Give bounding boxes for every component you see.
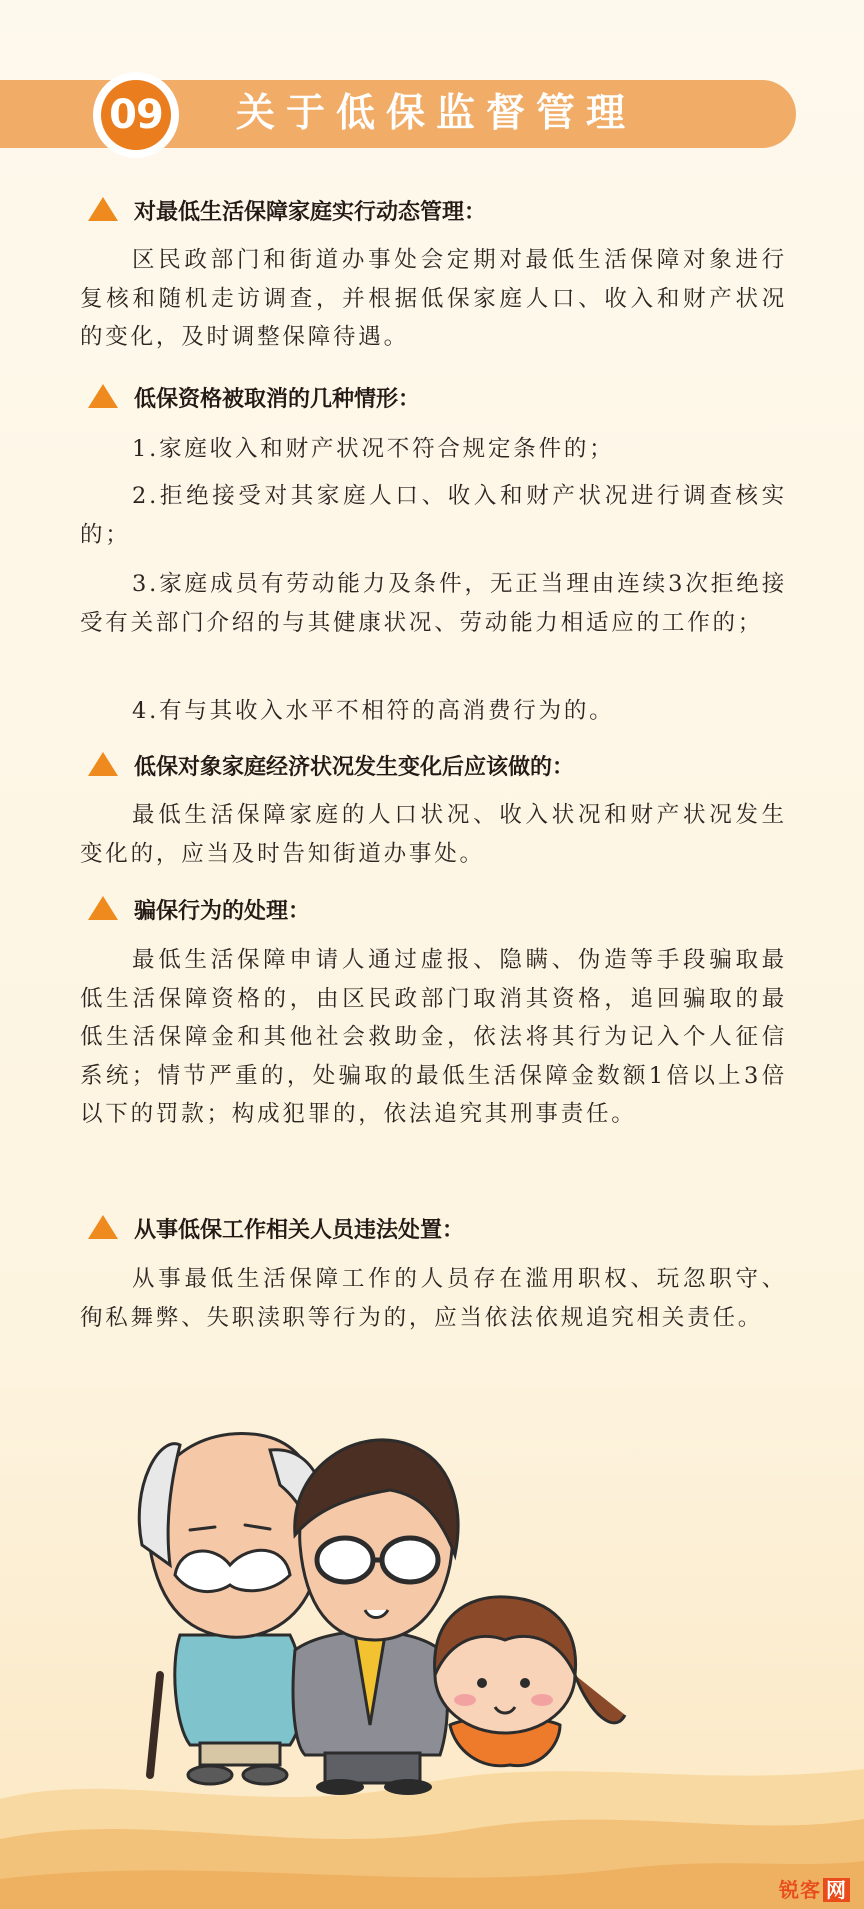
section-2-title: 低保资格被取消的几种情形： (134, 387, 421, 412)
section-2-heading (88, 380, 420, 420)
section-3-paragraph: 最低生活保障家庭的人口状况、收入状况和财产状况发生变化的，应当及时告知街道办事处。 (80, 802, 787, 867)
section-2-item-3: 3.家庭成员有劳动能力及条件，无正当理由连续3次拒绝接受有关部门介绍的与其健康状况、劳动能力相适应的工作的； (80, 571, 787, 636)
section-4-title: 骗保行为的处理： (134, 899, 311, 924)
section-2-item-4: 4.有与其收入水平不相符的高消费行为的。 (132, 698, 615, 724)
section-5-paragraph: 从事最低生活保障工作的人员存在滥用职权、玩忽职守、徇私舞弊、失职渎职等行为的，应当依法依规追究相关责任。 (80, 1266, 787, 1331)
section-3-heading (88, 748, 574, 788)
banner-number: 09 (101, 80, 171, 150)
triangle-bullet-icon (88, 752, 118, 776)
watermark-text-2: 网 (823, 1878, 850, 1902)
section-1-heading (88, 193, 486, 233)
triangle-bullet-icon (88, 1215, 118, 1239)
site-watermark (779, 1874, 850, 1903)
family-illustration (120, 1425, 740, 1795)
watermark-text-1: 锐客 (779, 1878, 821, 1902)
section-5-title: 从事低保工作相关人员违法处置： (134, 1218, 465, 1243)
triangle-bullet-icon (88, 384, 118, 408)
section-5-heading (88, 1211, 464, 1251)
section-1-title: 对最低生活保障家庭实行动态管理： (134, 200, 487, 225)
banner-title: 关于低保监督管理 (236, 91, 637, 136)
section-2-item-2: 2.拒绝接受对其家庭人口、收入和财产状况进行调查核实的； (80, 483, 787, 548)
triangle-bullet-icon (88, 896, 118, 920)
section-1-paragraph: 区民政部门和街道办事处会定期对最低生活保障对象进行复核和随机走访调查，并根据低保家庭人口、收入和财产状况的变化，及时调整保障待遇。 (80, 247, 787, 350)
man-with-glasses-illustration (293, 1440, 458, 1795)
section-2-item-1: 1.家庭收入和财产状况不符合规定条件的； (132, 436, 615, 462)
triangle-bullet-icon (88, 197, 118, 221)
section-4-heading (88, 892, 310, 932)
girl-illustration (435, 1597, 625, 1766)
section-3-title: 低保对象家庭经济状况发生变化后应该做的： (134, 755, 575, 780)
section-4-paragraph: 最低生活保障申请人通过虚报、隐瞒、伪造等手段骗取最低生活保障资格的，由区民政部门取消其资格，追回骗取的最低生活保障金和其他社会救助金，依法将其行为记入个人征信系统；情节严重的，处骗取的最低生活保障金数额1倍以上3倍以下的罚款；构成犯罪的，依法追究其刑事责任。 (80, 947, 787, 1127)
